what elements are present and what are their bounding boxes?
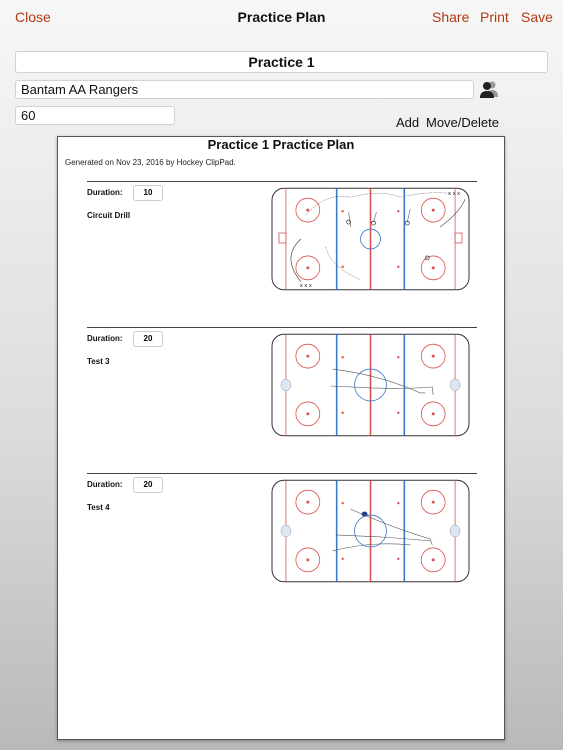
generated-note: Generated on Nov 23, 2016 by Hockey ClipPad. <box>65 158 236 167</box>
rink-diagram[interactable] <box>271 187 470 291</box>
preview-title: Practice 1 Practice Plan <box>207 137 355 152</box>
drill-duration-value: 20 <box>133 331 163 347</box>
move-delete-button[interactable]: Move/Delete <box>426 115 499 130</box>
share-button[interactable]: Share <box>432 9 470 25</box>
divider <box>87 473 477 474</box>
practice-plan-preview[interactable] <box>57 136 505 740</box>
svg-text:x x x: x x x <box>299 282 312 289</box>
print-button[interactable]: Print <box>480 9 509 25</box>
svg-text:x x x: x x x <box>448 191 461 198</box>
divider <box>87 181 477 182</box>
drill-name: Test 4 <box>87 503 110 512</box>
drill-name: Circuit Drill <box>87 211 131 220</box>
duration-label: Duration: <box>87 334 123 343</box>
drill-duration-value: 20 <box>133 477 163 493</box>
duration-label: Duration: <box>87 480 123 489</box>
duration-input[interactable] <box>16 107 174 124</box>
drill-item[interactable] <box>87 327 477 467</box>
drill-item[interactable] <box>87 181 477 321</box>
drill-item[interactable] <box>87 473 477 613</box>
team-roster-icon[interactable] <box>479 79 499 99</box>
team-name-input[interactable] <box>16 81 473 98</box>
save-button[interactable]: Save <box>521 9 553 25</box>
rink-diagram[interactable] <box>271 479 470 583</box>
practice-name-input[interactable] <box>16 52 547 72</box>
divider <box>87 327 477 328</box>
duration-field[interactable] <box>15 106 175 125</box>
rink-diagram[interactable] <box>271 333 470 437</box>
duration-label: Duration: <box>87 188 123 197</box>
practice-name-field[interactable] <box>15 51 548 73</box>
team-name-field[interactable] <box>15 80 474 99</box>
page-title: Practice Plan <box>237 9 326 25</box>
nav-bar <box>0 0 563 34</box>
drill-duration-value: 10 <box>133 185 163 201</box>
add-button[interactable]: Add <box>396 115 420 130</box>
close-button[interactable]: Close <box>15 9 51 25</box>
drill-name: Test 3 <box>87 357 110 366</box>
